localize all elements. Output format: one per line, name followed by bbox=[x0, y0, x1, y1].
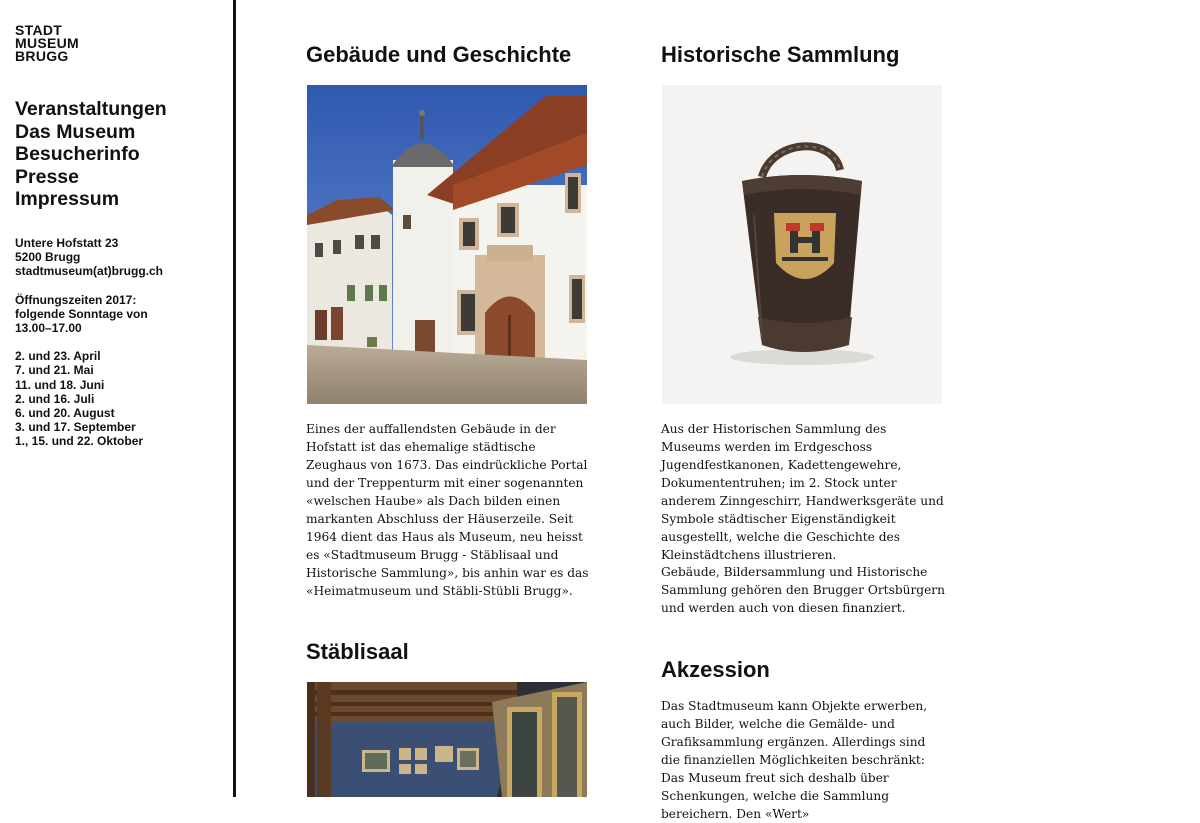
email-link[interactable]: stadtmuseum(at)brugg.ch bbox=[15, 264, 164, 279]
sammlung-text-2: Gebäude, Bildersammlung und Historische Sammlung gehören den Brugger Ortsbürgern und werden auch von diesen finanziert. bbox=[661, 565, 945, 615]
opening-date: 7. und 21. Mai bbox=[15, 363, 94, 378]
sidebar bbox=[0, 0, 236, 797]
opening-date: 2. und 23. April bbox=[15, 349, 101, 364]
museum-logo[interactable] bbox=[15, 24, 79, 63]
main-navigation bbox=[15, 98, 167, 211]
opening-date: 2. und 16. Juli bbox=[15, 391, 95, 406]
opening-date: 6. und 20. August bbox=[15, 406, 115, 421]
section-title-staeblisaal: Stäblisaal bbox=[306, 639, 409, 664]
nav-item-das-museum[interactable]: Das Museum bbox=[15, 120, 136, 143]
opening-date: 11. und 18. Juni bbox=[15, 377, 105, 392]
sammlung-text-1: Aus der Historischen Sammlung des Museums werden im Erdgeschoss Jugendfestkanonen, Kadettengewehre, Dokumententruhen; im 2. Stock unter anderem Zinngeschirr, Handwerksgeräte und Symbole städtischer Eigenständigkeit ausgestellt, welche die Geschichte des Kleinstädtchens illustrieren. bbox=[661, 422, 944, 562]
section-title-gebaeude: Gebäude und Geschichte bbox=[306, 42, 572, 67]
opening-hours-time: 13.00–17.00 bbox=[15, 321, 82, 336]
nav-item-besucherinfo[interactable]: Besucherinfo bbox=[15, 143, 140, 165]
opening-date: 1., 15. und 22. Oktober bbox=[15, 434, 144, 449]
leather-fire-bucket-photo bbox=[662, 85, 942, 404]
nav-item-impressum[interactable]: Impressum bbox=[15, 188, 120, 210]
akzession-text: Das Stadtmuseum kann Objekte erwerben, auch Bilder, welche die Gemälde- und Grafiksammlung ergänzen. Allerdings sind die finanziellen Möglichkeiten beschränkt: Das Museum freut sich deshalb über Schenkungen, welche die Sammlung bereichern. Den «Wert» bbox=[661, 699, 928, 821]
section-title-akzession: Akzession bbox=[661, 657, 770, 682]
opening-hours-note: folgende Sonntage von bbox=[15, 306, 148, 321]
exhibition-hall-photo bbox=[307, 682, 587, 797]
logo-line-1: STADT bbox=[15, 22, 63, 38]
opening-date: 3. und 17. September bbox=[15, 420, 136, 435]
address-city: 5200 Brugg bbox=[15, 250, 81, 265]
contact-info bbox=[15, 236, 230, 449]
logo-line-3: BRUGG bbox=[15, 48, 69, 64]
building-photo bbox=[307, 85, 587, 404]
nav-item-veranstaltungen[interactable]: Veranstaltungen bbox=[15, 98, 167, 120]
section-title-sammlung: Historische Sammlung bbox=[661, 42, 900, 67]
address-street: Untere Hofstatt 23 bbox=[15, 236, 119, 250]
logo-line-2: MUSEUM bbox=[15, 35, 80, 51]
opening-hours-title: Öffnungszeiten 2017: bbox=[15, 292, 137, 307]
gebaeude-text: Eines der auffallendsten Gebäude in der Hofstatt ist das ehemalige städtische Zeughaus von 1673. Das eindrückliche Portal und der Treppenturm mit einer sogenannten «welschen Haube» als Dach bilden einen markanten Abschluss der Häuserzeile. Seit 1964 dient das Haus als Museum, neu heisst es «Stadtmuseum Brugg - Stäblisaal und Historische Sammlung», bis anhin war es das «Heimatmuseum und Stäbli-Stübli Brugg». bbox=[306, 422, 589, 598]
nav-item-presse[interactable]: Presse bbox=[15, 165, 79, 188]
